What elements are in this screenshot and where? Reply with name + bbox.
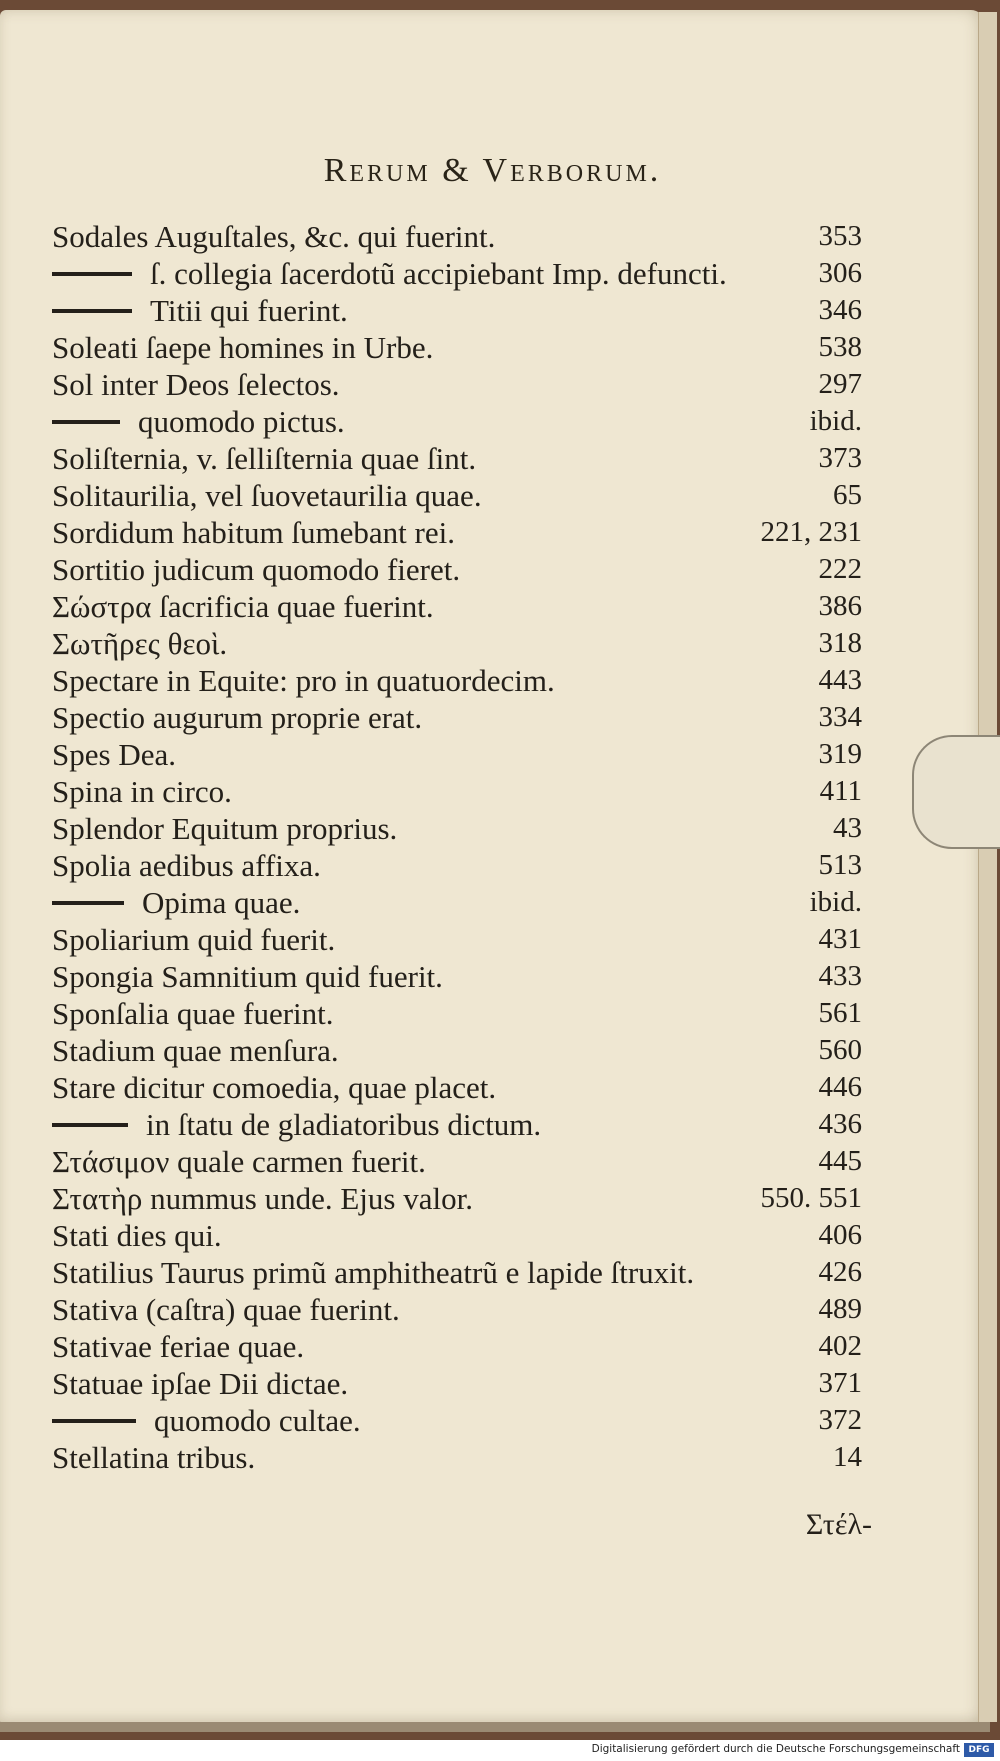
entry-term: Statuae ipſae Dii dictae. — [52, 1366, 349, 1401]
entry-term: Spoliarium quid fuerit. — [52, 922, 336, 957]
repeat-dash — [52, 901, 124, 905]
repeat-dash — [52, 309, 132, 313]
entry-term: Sordidum habitum ſumebant rei. — [52, 515, 455, 550]
entry-page-ref: 433 — [818, 960, 862, 992]
page-tab-marker — [912, 735, 1000, 849]
entry-page-ref: 538 — [818, 331, 862, 363]
index-entry — [52, 1439, 862, 1476]
entry-page-ref: 306 — [818, 257, 862, 289]
entry-term: Soliſternia, v. ſelliſternia quae ſint. — [52, 441, 477, 476]
entry-term: Σώστρα ſacrificia quae fuerint. — [52, 589, 434, 624]
index-entry — [52, 1291, 862, 1328]
entry-page-ref: 386 — [818, 590, 862, 622]
index-entry — [52, 921, 862, 958]
index-entry — [52, 1032, 862, 1069]
index-entry — [52, 292, 862, 329]
index-entry — [52, 477, 862, 514]
entry-page-ref: 436 — [818, 1108, 862, 1140]
entry-term: Stellatina tribus. — [52, 1440, 256, 1475]
entry-page-ref: 550. 551 — [760, 1182, 862, 1214]
index-entry — [52, 1328, 862, 1365]
entry-page-ref: 402 — [818, 1330, 862, 1362]
index-entry — [52, 736, 862, 773]
entry-page-ref: 346 — [818, 294, 862, 326]
index-entry — [52, 551, 862, 588]
entry-term: Sol inter Deos ſelectos. — [52, 367, 340, 402]
index-entry — [52, 847, 862, 884]
index-entries — [52, 218, 862, 1476]
entry-page-ref: ibid. — [809, 886, 862, 918]
entry-page-ref: 406 — [818, 1219, 862, 1251]
index-entry — [52, 440, 862, 477]
entry-term: Stare dicitur comoedia, quae placet. — [52, 1070, 497, 1105]
catchword: Στέλ- — [805, 1508, 872, 1541]
index-entry — [52, 884, 862, 921]
entry-term: Spes Dea. — [52, 737, 176, 772]
dfg-logo: DFG — [964, 1743, 994, 1757]
entry-page-ref: 318 — [818, 627, 862, 659]
entry-page-ref: 426 — [818, 1256, 862, 1288]
entry-term: Spongia Samnitium quid fuerit. — [52, 959, 443, 994]
index-entry — [52, 958, 862, 995]
entry-page-ref: 319 — [818, 738, 862, 770]
index-entry — [52, 662, 862, 699]
entry-term: Σωτῆρες θεοὶ. — [52, 626, 228, 661]
entry-page-ref: ibid. — [809, 405, 862, 437]
entry-term: Stativa (caſtra) quae fuerint. — [52, 1292, 400, 1327]
entry-page-ref: 443 — [818, 664, 862, 696]
entry-page-ref: 353 — [818, 220, 862, 252]
index-entry — [52, 588, 862, 625]
index-entry — [52, 403, 862, 440]
repeat-dash — [52, 420, 120, 424]
entry-term: Spina in circo. — [52, 774, 232, 809]
entry-term: Spectare in Equite: pro in quatuordecim. — [52, 663, 555, 698]
footer-credit: Digitalisierung gefördert durch die Deutsche Forschungsgemeinschaft — [591, 1743, 960, 1755]
entry-page-ref: 561 — [818, 997, 862, 1029]
entry-page-ref: 297 — [818, 368, 862, 400]
index-entry — [52, 1143, 862, 1180]
entry-term: Spectio augurum proprie erat. — [52, 700, 423, 735]
repeat-dash — [52, 272, 132, 276]
repeat-dash — [52, 1123, 128, 1127]
entry-term: Sodales Auguſtales, &c. qui fuerint. — [52, 219, 496, 254]
index-entry — [52, 625, 862, 662]
entry-term: quomodo cultae. — [154, 1403, 361, 1438]
entry-term: Opima quae. — [142, 885, 301, 920]
entry-page-ref: 446 — [818, 1071, 862, 1103]
entry-page-ref: 372 — [818, 1404, 862, 1436]
entry-term: Στάσιμον quale carmen fuerit. — [52, 1144, 426, 1179]
index-entry — [52, 773, 862, 810]
index-entry — [52, 1180, 862, 1217]
entry-page-ref: 373 — [818, 442, 862, 474]
entry-page-ref: 371 — [818, 1367, 862, 1399]
index-entry — [52, 255, 862, 292]
index-entry — [52, 1217, 862, 1254]
index-entry — [52, 329, 862, 366]
index-entry — [52, 995, 862, 1032]
entry-term: Spolia aedibus affixa. — [52, 848, 321, 883]
entry-term: Statilius Taurus primũ amphitheatrũ e lapide ſtruxit. — [52, 1255, 695, 1290]
digitization-footer — [0, 1740, 1000, 1761]
index-entry — [52, 1254, 862, 1291]
entry-page-ref: 14 — [833, 1441, 862, 1473]
entry-term: Stativae feriae quae. — [52, 1329, 305, 1364]
entry-page-ref: 560 — [818, 1034, 862, 1066]
entry-term: Solitaurilia, vel ſuovetaurilia quae. — [52, 478, 482, 513]
index-entry — [52, 514, 862, 551]
repeat-dash — [52, 1419, 136, 1423]
index-entry — [52, 1106, 862, 1143]
entry-term: Sponſalia quae fuerint. — [52, 996, 334, 1031]
running-header: Rerum & Verborum. — [323, 152, 662, 189]
entry-term: in ſtatu de gladiatoribus dictum. — [146, 1107, 542, 1142]
entry-page-ref: 334 — [818, 701, 862, 733]
entry-page-ref: 445 — [818, 1145, 862, 1177]
entry-term: Titii qui fuerint. — [150, 293, 348, 328]
index-entry — [52, 218, 862, 255]
entry-page-ref: 431 — [818, 923, 862, 955]
page-edge-bottom — [0, 1722, 990, 1732]
entry-page-ref: 513 — [818, 849, 862, 881]
entry-term: Stati dies qui. — [52, 1218, 222, 1253]
entry-term: ſ. collegia ſacerdotũ accipiebant Imp. defuncti. — [150, 256, 727, 291]
index-entry — [52, 810, 862, 847]
entry-page-ref: 411 — [819, 775, 862, 807]
entry-page-ref: 221, 231 — [760, 516, 862, 548]
entry-term: Splendor Equitum proprius. — [52, 811, 398, 846]
index-entry — [52, 366, 862, 403]
page-edge — [978, 12, 997, 1722]
entry-term: Στατὴρ nummus unde. Ejus valor. — [52, 1181, 473, 1216]
entry-term: Sortitio judicum quomodo fieret. — [52, 552, 461, 587]
entry-term: Soleati ſaepe homines in Urbe. — [52, 330, 434, 365]
entry-term: quomodo pictus. — [138, 404, 345, 439]
index-entry — [52, 1365, 862, 1402]
entry-page-ref: 489 — [818, 1293, 862, 1325]
index-entry — [52, 1069, 862, 1106]
entry-page-ref: 222 — [818, 553, 862, 585]
index-entry — [52, 699, 862, 736]
index-entry — [52, 1402, 862, 1439]
entry-term: Stadium quae menſura. — [52, 1033, 339, 1068]
entry-page-ref: 65 — [833, 479, 862, 511]
entry-page-ref: 43 — [833, 812, 862, 844]
